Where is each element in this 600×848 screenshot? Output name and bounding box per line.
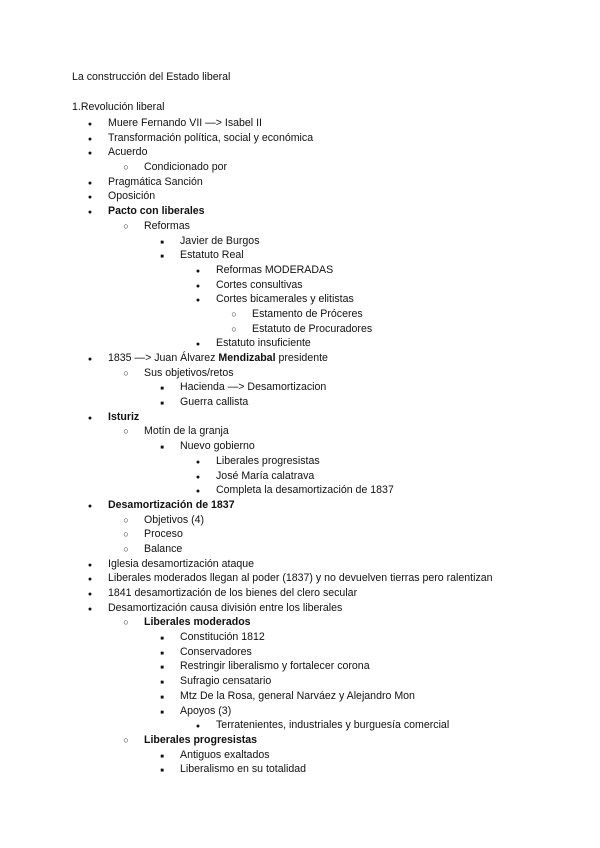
list-item [0,336,600,351]
list-item [0,630,600,645]
list-item-text [108,175,203,190]
list-item [0,557,600,572]
list-item-bold-label: Desamortización de 1837 [108,498,235,511]
list-item [0,160,600,175]
list-item [0,615,600,630]
list-item [0,674,600,689]
list-item-label: Estatuto Real [180,249,244,262]
list-item-text [144,615,251,630]
list-item-label: Condicionado por [144,161,228,174]
hollow-circle-bullet-icon [229,322,239,337]
hollow-circle-bullet-icon [121,219,131,234]
list-item [0,571,600,586]
list-item-text [180,659,370,674]
list-item [0,395,600,410]
list-item-label-suffix: presidente [275,352,328,364]
hollow-circle-bullet-icon [121,424,131,439]
list-item-label: 1841 desamortización de los bienes del clero secular [108,587,358,599]
list-item-text [108,189,155,204]
list-item-label: Reformas [144,219,190,232]
list-item-bold-label: Mendizabal [218,352,276,364]
list-item-text [216,454,320,469]
list-item-text [252,322,372,337]
list-item-text [180,439,255,454]
hollow-circle-bullet-icon [121,542,131,557]
list-item-text [108,601,342,616]
list-item-text [180,674,271,689]
list-item [0,131,600,146]
list-item-label: Acuerdo [108,146,148,159]
list-item [0,542,600,557]
list-item [0,263,600,278]
list-item-bold-label: Liberales progresistas [144,733,258,746]
list-item-text [216,469,314,484]
section-heading: 1.Revolución liberal [72,101,165,113]
list-item [0,762,600,777]
hollow-circle-bullet-icon [121,527,131,542]
list-item [0,410,600,425]
list-item [0,307,600,322]
list-item-label: José María calatrava [216,469,315,482]
list-item-label: Muere Fernando VII —> Isabel II [108,117,262,129]
list-item-label: Sus objetivos/retos [144,366,234,379]
hollow-circle-bullet-icon [121,733,131,748]
list-item [0,322,600,337]
list-item-bold-label: Isturiz [108,410,140,423]
list-item-label: Antiguos exaltados [180,748,270,761]
list-item-text [180,630,265,645]
list-item-text [108,557,254,572]
list-item [0,601,600,616]
list-item [0,439,600,454]
list-item-text [108,498,235,513]
list-item-text [108,116,262,131]
list-item-label: Objetivos (4) [144,513,205,526]
list-item-text [216,278,303,293]
list-item-label: Javier de Burgos [180,234,260,247]
hollow-circle-bullet-icon [121,366,131,381]
list-item-label: Cortes bicamerales y elitistas [216,293,354,306]
list-item-label: Pragmática Sanción [108,175,203,188]
list-item-text [108,571,493,586]
list-item-label: Oposición [108,190,156,203]
list-item-text [180,748,270,763]
list-item [0,366,600,381]
hollow-circle-bullet-icon [121,615,131,630]
list-item-label: Estamento de Próceres [252,307,363,320]
list-item-text [108,351,328,366]
list-item [0,483,600,498]
list-item [0,278,600,293]
list-item-label: Terratenientes, industriales y burguesía comercial [216,719,450,732]
list-item-label: Guerra callista [180,396,249,409]
list-item [0,733,600,748]
list-item-label: Constitución 1812 [180,631,265,644]
list-item [0,189,600,204]
list-item-label: Desamortización causa división entre los liberales [108,601,343,614]
list-item [0,292,600,307]
list-item-text [252,307,363,322]
list-item-label: 1835 —> Juan Álvarez [108,352,219,364]
list-item-text [180,380,326,395]
list-item-text [216,483,394,498]
list-item-label: Proceso [144,528,183,541]
list-item-label: Liberales moderados llegan al poder (1837) y no devuelven tierras pero ralentizan [108,572,493,585]
document-title: La construcción del Estado liberal [72,71,231,83]
list-item [0,145,600,160]
list-item-text [180,234,260,249]
list-item-text [144,366,234,381]
list-item-text [144,527,183,542]
list-item-text [144,542,182,557]
list-item [0,454,600,469]
square-bullet-icon [157,762,167,779]
list-item [0,513,600,528]
list-item-text [108,410,139,425]
list-item [0,175,600,190]
list-item-text [108,131,313,146]
list-item-label: Iglesia desamortización ataque [108,557,255,570]
list-item-text [144,219,190,234]
list-item-label: Conservadores [180,645,252,658]
list-item [0,527,600,542]
bullet-outline [0,116,600,777]
list-item-label: Transformación política, social y económica [108,131,314,144]
list-item-label: Hacienda —> Desamortizacion [180,381,327,394]
list-item-text [180,395,248,410]
list-item-label: Motín de la granja [144,425,229,438]
list-item [0,659,600,674]
list-item-label: Estatuto insuficiente [216,337,311,350]
list-item-label: Liberales progresistas [216,454,320,467]
list-item-text [180,704,231,719]
list-item-text [144,733,257,748]
list-item [0,586,600,601]
list-item [0,718,600,733]
list-item-label: Balance [144,542,183,555]
list-item [0,424,600,439]
list-item [0,748,600,763]
list-item-label: Liberalismo en su totalidad [180,763,307,776]
list-item-label: Mtz De la Rosa, general Narváez y Alejandro Mon [180,689,415,702]
list-item [0,704,600,719]
list-item [0,248,600,263]
list-item-text [144,160,227,175]
list-item-bold-label: Liberales moderados [144,616,251,629]
list-item [0,498,600,513]
list-item-text [180,248,244,263]
list-item [0,219,600,234]
list-item-label: Estatuto de Procuradores [252,322,373,335]
list-item [0,645,600,660]
list-item-label: Sufragio censatario [180,675,272,688]
list-item-text [180,762,306,777]
list-item-text [108,204,205,219]
list-item-label: Completa la desamortización de 1837 [216,484,394,497]
list-item [0,351,600,366]
list-item-text [108,586,357,601]
list-item-text [216,292,354,307]
hollow-circle-bullet-icon [121,160,131,175]
list-item-text [180,645,252,660]
list-item-text [216,336,311,351]
list-item-text [144,424,229,439]
list-item [0,234,600,249]
list-item-label: Apoyos (3) [180,704,232,717]
list-item-text [216,263,333,278]
list-item-label: Restringir liberalismo y fortalecer corona [180,660,370,673]
list-item-bold-label: Pacto con liberales [108,205,205,218]
list-item-text [108,145,147,160]
list-item [0,469,600,484]
list-item-label: Reformas MODERADAS [216,263,334,276]
list-item [0,689,600,704]
hollow-circle-bullet-icon [121,513,131,528]
list-item-label: Nuevo gobierno [180,440,255,453]
list-item-text [216,718,449,733]
hollow-circle-bullet-icon [229,307,239,322]
list-item [0,116,600,131]
list-item [0,204,600,219]
list-item [0,380,600,395]
list-item-label: Cortes consultivas [216,278,303,291]
list-item-text [180,689,415,704]
list-item-text [144,513,204,528]
